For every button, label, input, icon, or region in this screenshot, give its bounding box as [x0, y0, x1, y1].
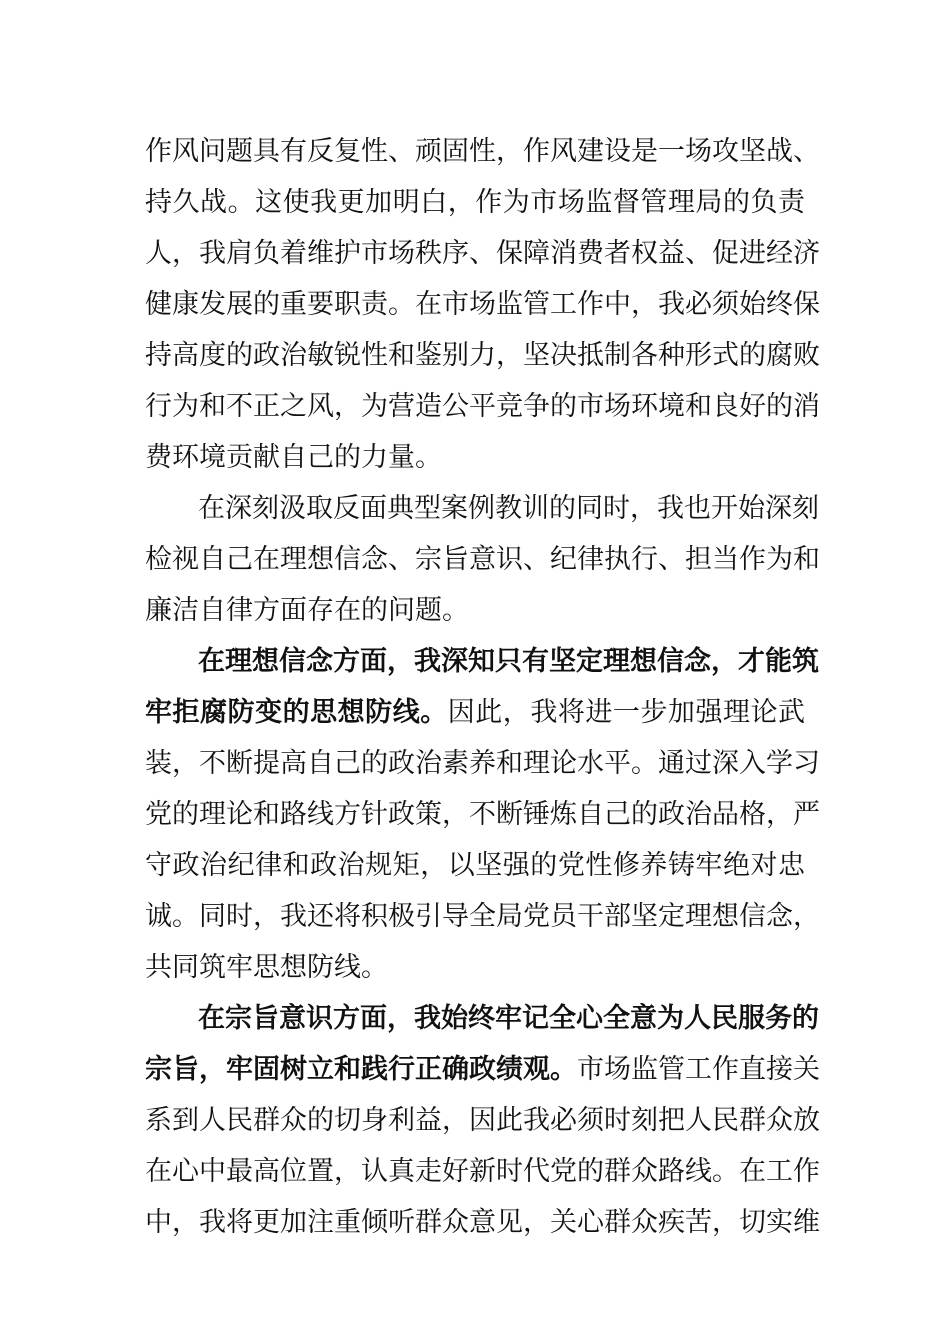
text-line: 在理想信念方面，我深知只有坚定理想信念，才能筑 — [198, 646, 819, 677]
text-line: 在深刻汲取反面典型案例教训的同时，我也开始深刻 — [198, 493, 819, 524]
text-line: 费环境贡献自己的力量。 — [145, 442, 442, 473]
text-line: 健康发展的重要职责。在市场监管工作中，我必须始终保 — [145, 289, 820, 320]
text-line: 装，不断提高自己的政治素养和理论水平。通过深入学习 — [145, 748, 820, 779]
text-line: 宗旨，牢固树立和践行正确政绩观。市场监管工作直接关 — [145, 1054, 820, 1085]
text-line: 检视自己在理想信念、宗旨意识、纪律执行、担当作为和 — [145, 544, 820, 575]
text-line: 共同筑牢思想防线。 — [145, 952, 388, 983]
text-line: 持久战。这使我更加明白，作为市场监督管理局的负责 — [145, 187, 805, 218]
text-line: 在宗旨意识方面，我始终牢记全心全意为人民服务的 — [198, 1003, 819, 1034]
text-line: 行为和不正之风，为营造公平竞争的市场环境和良好的消 — [145, 391, 820, 422]
text-line: 中，我将更加注重倾听群众意见，关心群众疾苦，切实维 — [145, 1207, 820, 1238]
text-line: 持高度的政治敏锐性和鉴别力，坚决抵制各种形式的腐败 — [145, 340, 820, 371]
text-line: 党的理论和路线方针政策，不断锤炼自己的政治品格，严 — [145, 799, 820, 830]
text-line: 在心中最高位置，认真走好新时代党的群众路线。在工作 — [145, 1156, 820, 1187]
text-line: 牢拒腐防变的思想防线。因此，我将进一步加强理论武 — [145, 697, 806, 728]
text-line: 系到人民群众的切身利益，因此我必须时刻把人民群众放 — [145, 1105, 820, 1136]
text-line: 人，我肩负着维护市场秩序、保障消费者权益、促进经济 — [145, 238, 820, 269]
text-line: 诚。同时，我还将积极引导全局党员干部坚定理想信念， — [145, 901, 820, 932]
text-line: 守政治纪律和政治规矩，以坚强的党性修养铸牢绝对忠 — [145, 850, 805, 881]
text-line: 作风问题具有反复性、顽固性，作风建设是一场攻坚战、 — [145, 136, 820, 167]
text-line: 廉洁自律方面存在的问题。 — [145, 595, 469, 626]
